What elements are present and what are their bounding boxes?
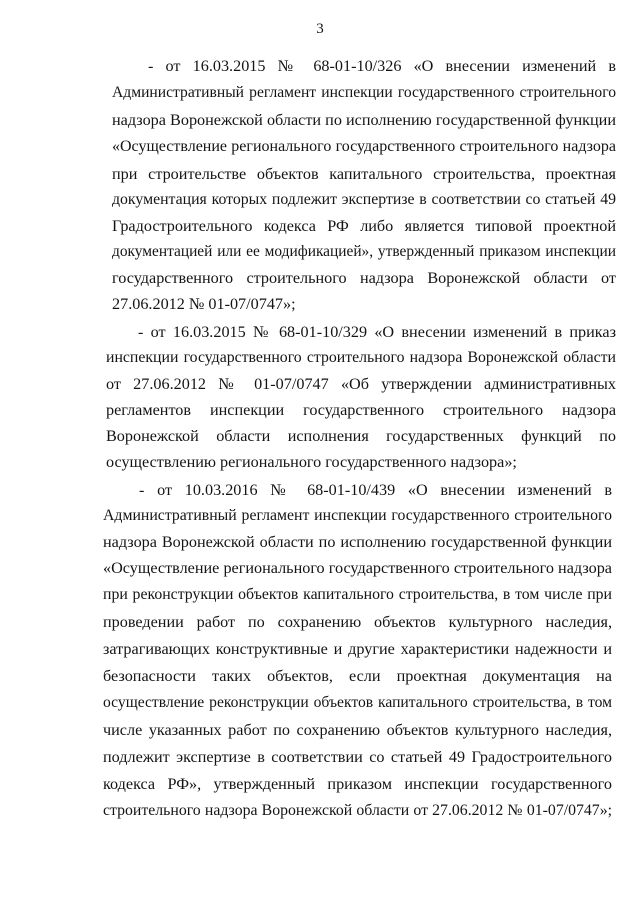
text-line: от 27.06.2012 № 01-07/0747 «Об утверждении административных (106, 375, 616, 393)
text-line: регламентов инспекции государственного строительного надзора (106, 401, 616, 419)
text-line: затрагивающих конструктивные и другие характеристики надежности и (103, 640, 612, 658)
text-line: надзора Воронежской области по исполнению государственной функции (112, 111, 616, 129)
text-line: Воронежской области исполнения государственных функций по (106, 427, 616, 445)
text-line: при строительстве объектов капитального строительства, проектная (112, 165, 616, 183)
text-line: - от 16.03.2015 № 68-01-10/326 «О внесении изменений в (148, 57, 616, 75)
text-line: «Осуществление регионального государственного строительного надзора (112, 138, 616, 155)
text-line: подлежит экспертизе в соответствии со статьей 49 Градостроительного (103, 748, 612, 766)
text-line: - от 16.03.2015 № 68-01-10/329 «О внесении изменений в приказ (138, 323, 616, 341)
text-line: надзора Воронежской области по исполнению государственной функции (103, 533, 612, 551)
text-line: документацией или ее модификацией», утвержденный приказом инспекции (112, 243, 616, 260)
text-line: Градостроительного кодекса РФ либо является типовой проектной (112, 217, 616, 235)
text-line: числе указанных работ по сохранению объектов культурного наследия, (103, 721, 612, 739)
text-line: - от 10.03.2016 № 68-01-10/439 «О внесении изменений в (139, 481, 612, 499)
page-number: 3 (316, 21, 324, 37)
text-line: документация которых подлежит экспертизе в соответствии со статьей 49 (112, 191, 616, 208)
text-line: государственного строительного надзора Воронежской области от (112, 269, 616, 287)
text-line: инспекции государственного строительного надзора Воронежской области (106, 349, 616, 366)
text-line: проведении работ по сохранению объектов культурного наследия, (103, 613, 612, 631)
text-line: осуществление реконструкции объектов капитального строительства, в том (103, 694, 612, 711)
text-line: строительного надзора Воронежской области от 27.06.2012 № 01-07/0747»; (103, 802, 612, 819)
text-line: Административный регламент инспекции государственного строительного (112, 84, 616, 101)
text-line: 27.06.2012 № 01-07/0747»; (112, 295, 296, 313)
text-line: осуществлению регионального государственного надзора»; (106, 453, 517, 471)
text-line: при реконструкции объектов капитального строительства, в том числе при (103, 586, 612, 603)
text-line: кодекса РФ», утвержденный приказом инспекции государственного (103, 775, 612, 793)
text-line: «Осуществление регионального государственного строительного надзора (103, 559, 612, 577)
text-line: безопасности таких объектов, если проектная документация на (103, 667, 612, 685)
text-line: Административный регламент инспекции государственного строительного (103, 507, 612, 524)
